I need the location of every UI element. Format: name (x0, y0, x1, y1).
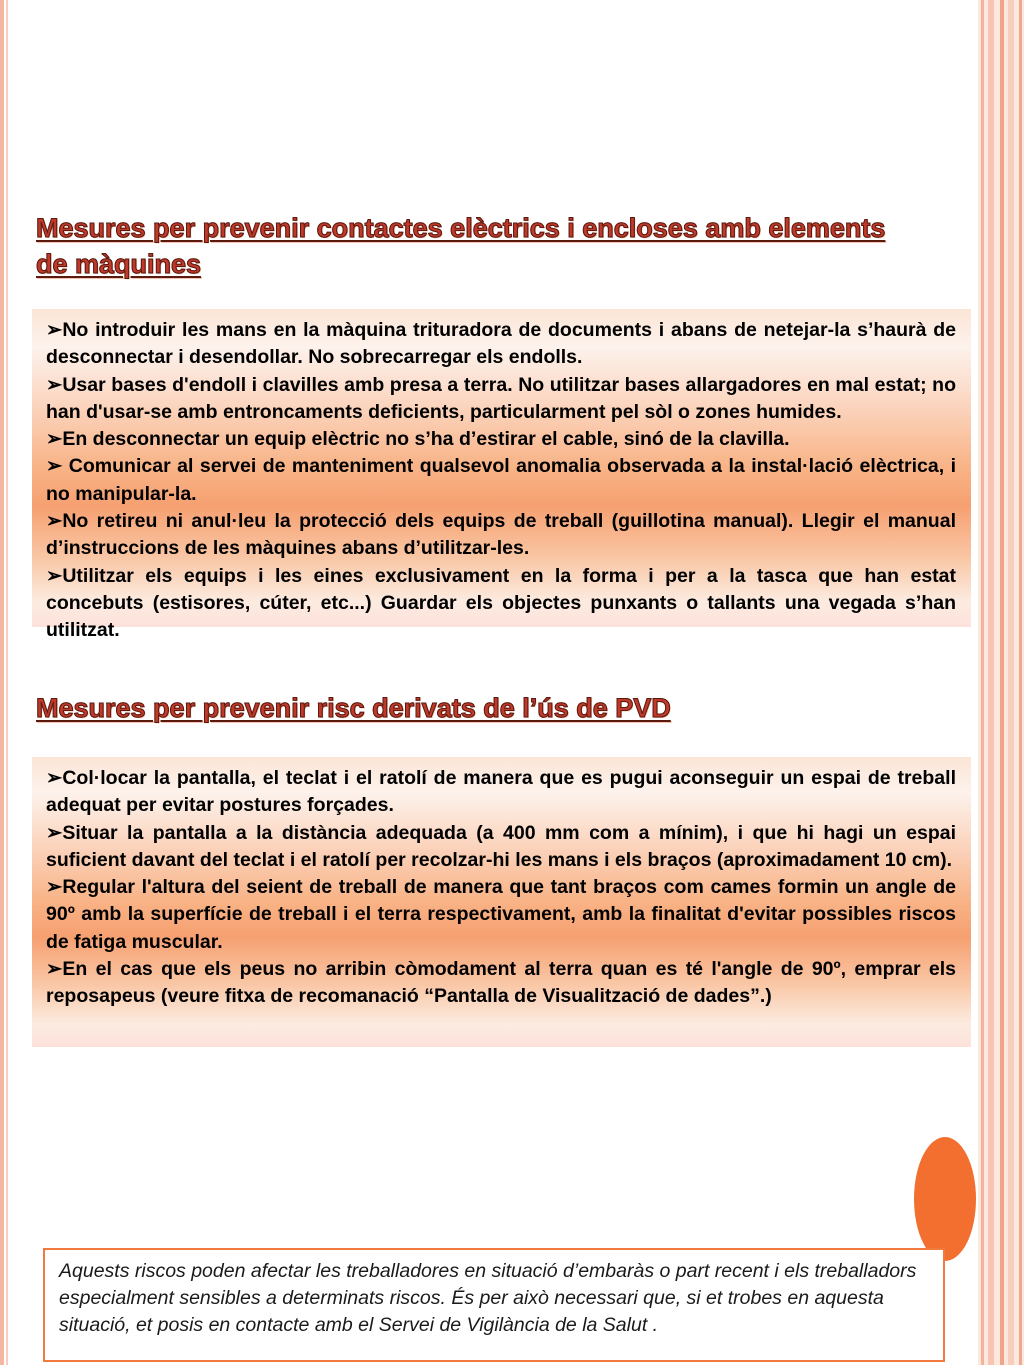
bullet-text: Comunicar al servei de manteniment qualsevol anomalia observada a la instal·lació elèctrica, i no manipular-la. (46, 455, 956, 505)
decorative-orange-oval (914, 1137, 976, 1261)
decorative-stripe (981, 0, 984, 1365)
section1-bullet-item (46, 317, 956, 372)
arrow-bullet-icon: ➢ (46, 373, 63, 396)
bullet-text: En el cas que els peus no arribin còmodament al terra quan es té l'angle de 90º, emprar els reposapeus (veure fitxa de recomanació “Pantalla de Visualització de dades”.) (46, 958, 956, 1008)
section1-heading: Mesures per prevenir contactes elèctrics i encloses amb elements de màquines (36, 213, 886, 279)
section1-bullet-item (46, 426, 956, 453)
section2-bullet-list (46, 765, 956, 1011)
arrow-bullet-icon: ➢ (46, 876, 63, 899)
decorative-stripe (988, 0, 994, 1365)
bullet-text: Col·locar la pantalla, el teclat i el ratolí de manera que es pugui aconseguir un espai de treball adequat per evitar postures forçades. (46, 767, 956, 817)
arrow-bullet-icon: ➢ (46, 455, 63, 478)
right-decorative-band (978, 0, 1024, 1365)
bullet-text: Situar la pantalla a la distància adequada (a 400 mm com a mínim), i que hi hagi un espai suficient davant del teclat i el ratolí per recolzar-hi les mans i els braços (aproximadament 10 cm). (46, 821, 956, 871)
arrow-bullet-icon: ➢ (46, 821, 63, 844)
note-text: Aquests riscos poden afectar les treballadores en situació d’embaràs o part recent i els treballadors especialment sensibles a determinats riscos. És per això necessari que, si et trobes en aquesta situació, et posis en contacte amb el Servei de Vigilància de la Salut . (59, 1260, 917, 1336)
section1-bullet-item (46, 508, 956, 563)
arrow-bullet-icon: ➢ (46, 564, 63, 587)
section1-bullet-item (46, 372, 956, 427)
section1-bullet-item (46, 563, 956, 645)
bullet-text: No introduir les mans en la màquina trituradora de documents i abans de netejar-la s’haurà de desconnectar i desendollar. No sobrecarregar els endolls. (46, 319, 956, 369)
decorative-stripe (1019, 0, 1022, 1365)
section2-bullet-item (46, 956, 956, 1011)
note-box (43, 1248, 945, 1362)
arrow-bullet-icon: ➢ (46, 319, 63, 341)
left-border-rule (0, 0, 4, 1365)
section2-bullet-item (46, 820, 956, 875)
arrow-bullet-icon: ➢ (46, 428, 63, 451)
bullet-text: En desconnectar un equip elèctric no s’ha d’estirar el cable, sinó de la clavilla. (62, 428, 790, 451)
bullet-text: Usar bases d'endoll i clavilles amb presa a terra. No utilitzar bases allargadores en mal estat; no han d'usar-se amb entroncaments deficients, particularment pel sòl o zones humides. (46, 373, 956, 423)
arrow-bullet-icon: ➢ (46, 958, 63, 981)
arrow-bullet-icon: ➢ (46, 510, 63, 533)
bullet-text: Regular l'altura del seient de treball de manera que tant braços com cames formin un angle de 90º amb la superfície de treball i el terra respectivament, amb la finalitat d'evitar possibles riscos de fatiga muscular. (46, 876, 956, 953)
section2-bullet-item (46, 765, 956, 820)
section1-bullet-list (46, 317, 956, 645)
bullet-text: No retireu ni anul·leu la protecció dels equips de treball (guillotina manual). Llegir el manual d’instruccions de les màquines abans d’utilitzar-les. (46, 510, 956, 560)
section2-bullet-item (46, 874, 956, 956)
decorative-stripe (1008, 0, 1014, 1365)
section1-bullet-item (46, 453, 956, 508)
section2-heading: Mesures per prevenir risc derivats de l’ús de PVD (36, 693, 671, 723)
decorative-stripe (1000, 0, 1004, 1365)
left-border-rule-inner (6, 0, 8, 1365)
bullet-text: Utilitzar els equips i les eines exclusivament en la forma i per a la tasca que han estat concebuts (estisores, cúter, etc...) Guardar els objectes punxants o tallants una vegada s’han utilitzat. (46, 564, 956, 642)
arrow-bullet-icon: ➢ (46, 767, 63, 789)
